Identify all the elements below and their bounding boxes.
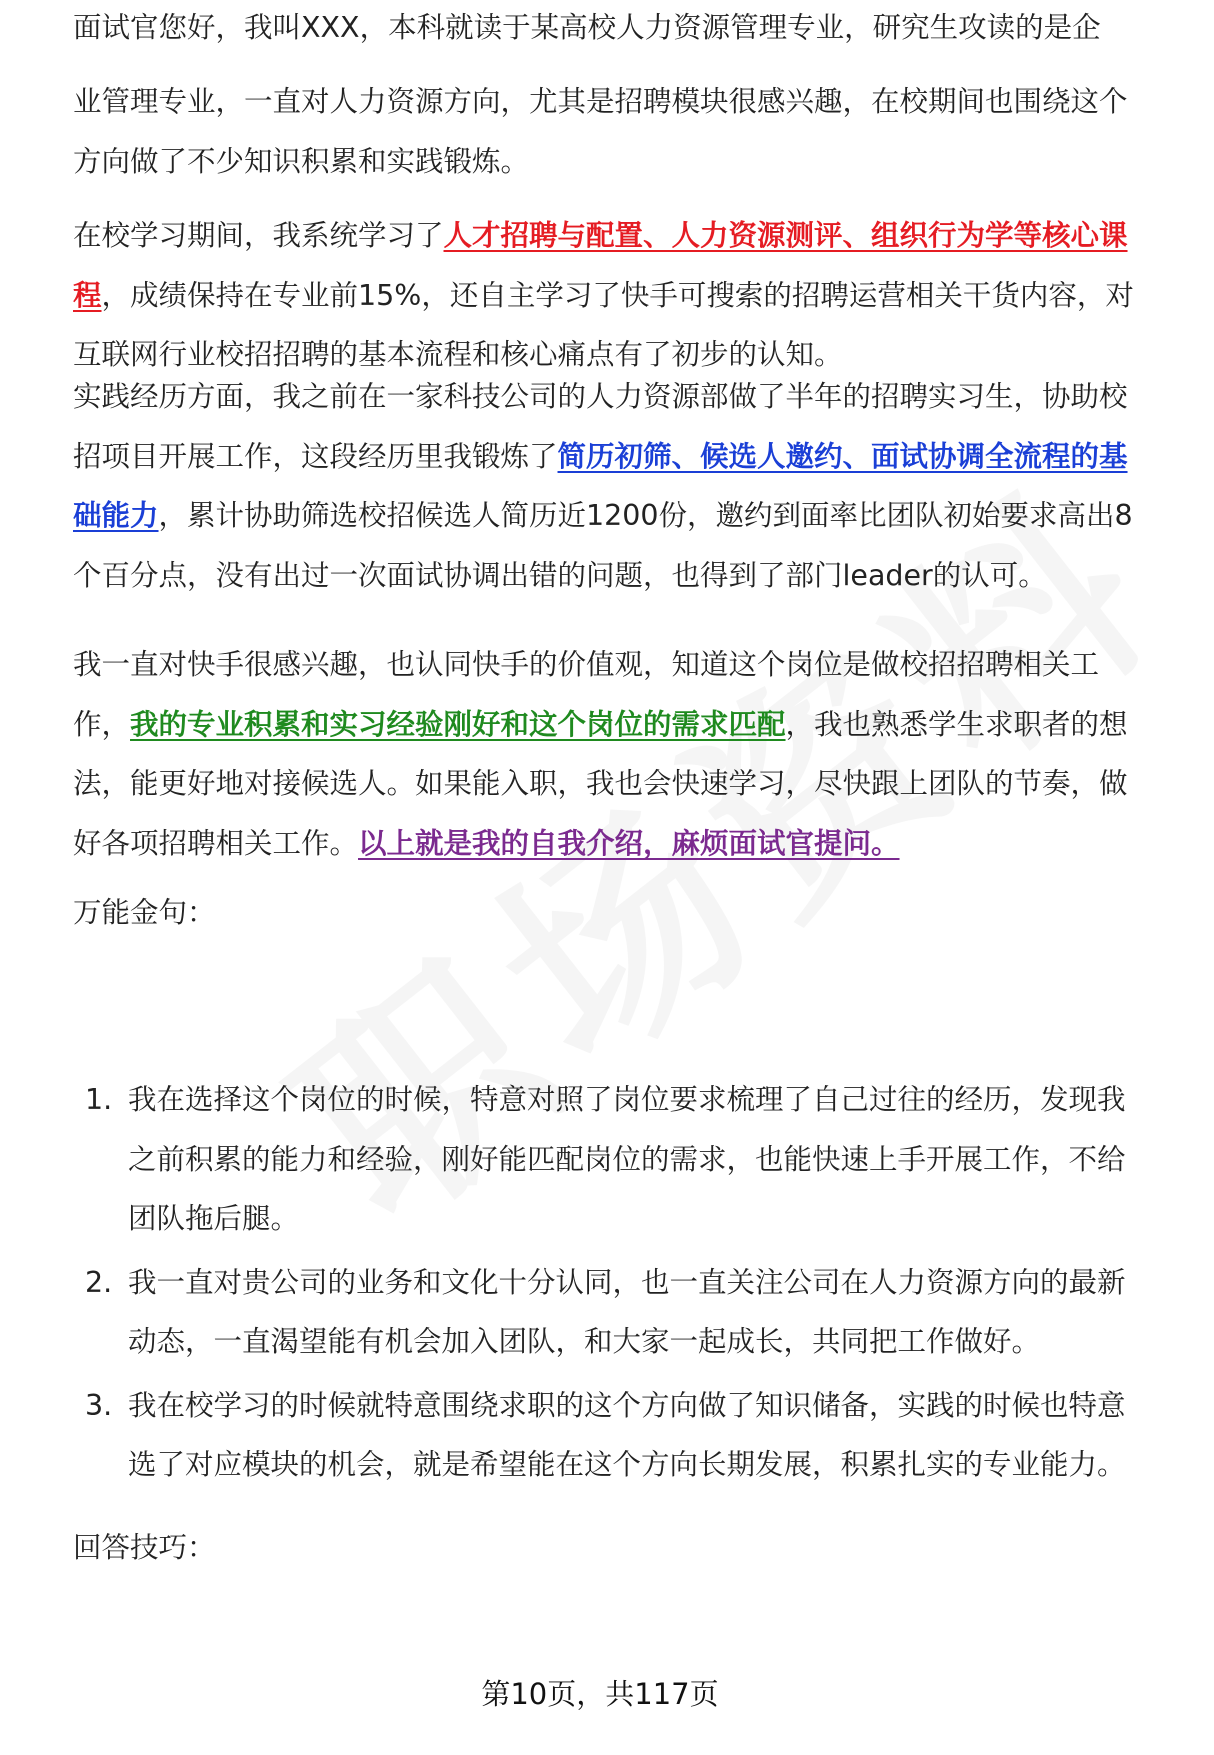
- list-number: 3.: [85, 1388, 113, 1422]
- intro-paragraph: 业管理专业，一直对人力资源方向，尤其是招聘模块很感兴趣，在校期间也围绕这个方向做了不少知识积累和实践锻炼。: [73, 85, 1128, 178]
- practice-paragraph: [73, 367, 1153, 605]
- list-item: [73, 1070, 1153, 1249]
- closing-highlight: 以上就是我的自我介绍，麻烦面试官提问。: [358, 826, 900, 860]
- motivation-text-middle: ，我也熟悉学生求职者的想法，能更好地对接候选人。如果能入职，我也会快速学习，尽快跟上团队的节奏，做好各项招聘相关工作。: [73, 707, 1128, 860]
- answer-tips-label: 回答技巧：: [73, 1531, 216, 1564]
- list-item-text: 我在选择这个岗位的时候，特意对照了岗位要求梳理了自己过往的经历，发现我之前积累的能力和经验，刚好能匹配岗位的需求，也能快速上手开展工作，不给团队拖后腿。: [128, 1083, 1126, 1235]
- golden-sentences-label: 万能金句：: [73, 896, 216, 929]
- list-item: [73, 1376, 1153, 1495]
- study-text-before: 在校学习期间，我系统学习了: [73, 219, 444, 252]
- practice-text-after: ，累计协助筛选校招候选人简历近1200份，邀约到面率比团队初始要求高出8个百分点，没有出过一次面试协调出错的问题，也得到了部门leader的认可。: [73, 499, 1133, 592]
- motivation-text-before: 我一直对快手很感兴趣，也认同快手的价值观，知道这个岗位是做校招招聘相关工作，: [73, 648, 1100, 741]
- list-number: 2.: [85, 1265, 113, 1299]
- study-highlight: 人才招聘与配置、人力资源测评、组织行为学等核心课程: [73, 219, 1128, 312]
- page-number-footer: 第10页，共117页: [481, 1677, 719, 1711]
- practice-text-before: 实践经历方面，我之前在一家科技公司的人力资源部做了半年的招聘实习生，协助校招项目开展工作，这段经历里我锻炼了: [73, 380, 1128, 473]
- list-number: 1.: [85, 1083, 113, 1116]
- cut-off-text: 面试官您好，我叫XXX，本科就读于某高校人力资源管理专业，研究生攻读的是企: [73, 11, 1101, 44]
- list-item-text: 我一直对贵公司的业务和文化十分认同，也一直关注公司在人力资源方向的最新动态，一直渴望能有机会加入团队，和大家一起成长，共同把工作做好。: [128, 1265, 1126, 1358]
- study-text-after: ，成绩保持在专业前15%，还自主学习了快手可搜索的招聘运营相关干货内容，对互联网行业校招招聘的基本流程和核心痛点有了初步的认知。: [73, 278, 1134, 371]
- cut-off-top-line: [73, 11, 1153, 68]
- motivation-highlight: 我的专业积累和实习经验刚好和这个岗位的需求匹配: [130, 707, 786, 741]
- golden-sentences-list: [73, 1070, 1153, 1495]
- motivation-paragraph: [73, 635, 1153, 873]
- practice-highlight: 简历初筛、候选人邀约、面试协调全流程的基础能力: [73, 439, 1128, 532]
- list-item: [73, 1253, 1153, 1372]
- list-item-text: 我在校学习的时候就特意围绕求职的这个方向做了知识储备，实践的时候也特意选了对应模块的机会，就是希望能在这个方向长期发展，积累扎实的专业能力。: [128, 1388, 1126, 1481]
- study-paragraph: [73, 206, 1153, 385]
